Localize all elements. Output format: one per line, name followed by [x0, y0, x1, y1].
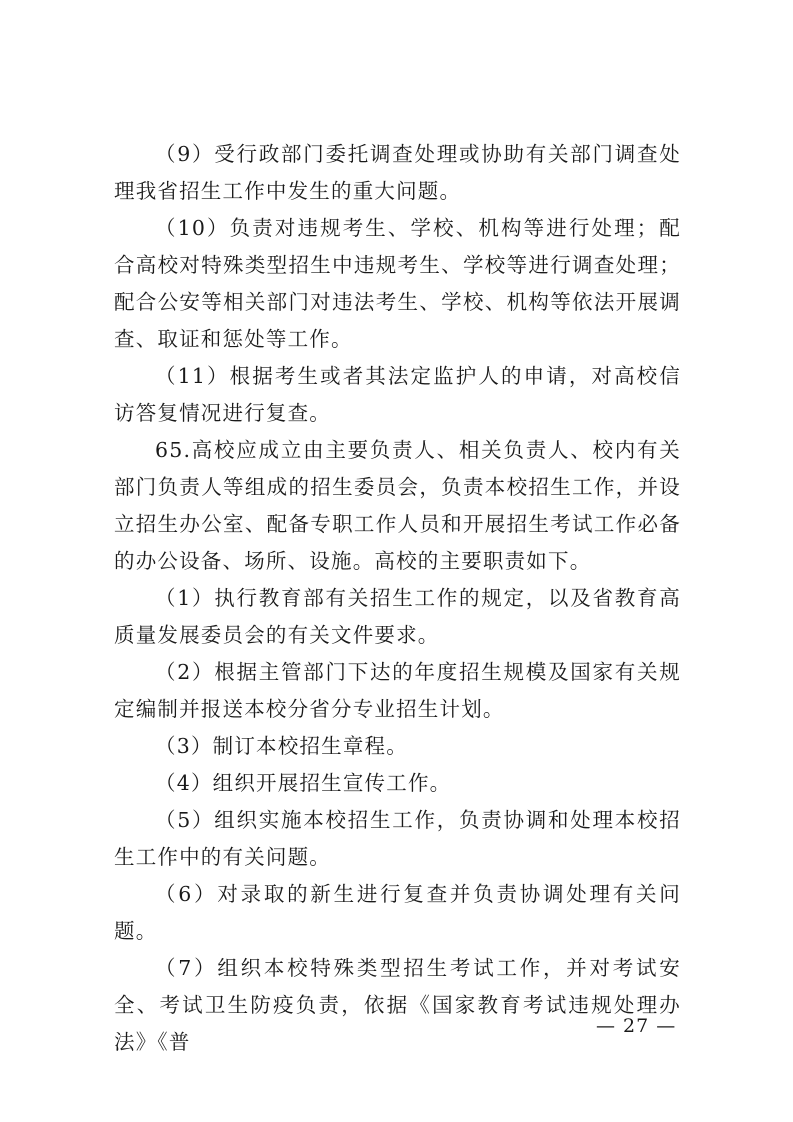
paragraph-item-10: （10）负责对违规考生、学校、机构等进行处理；配合高校对特殊类型招生中违规考生、学校等进行调查处理；配合公安等相关部门对违法考生、学校、机构等依法开展调查、取证和惩处等工作。 — [114, 216, 681, 351]
paragraph-duty-1: （1）执行教育部有关招生工作的规定，以及省教育高质量发展委员会的有关文件要求。 — [114, 586, 681, 647]
paragraph-duty-5: （5）组织实施本校招生工作，负责协调和处理本校招生工作中的有关问题。 — [114, 808, 681, 869]
paragraph-item-9: （9）受行政部门委托调查处理或协助有关部门调查处理我省招生工作中发生的重大问题。 — [114, 142, 681, 203]
document-body — [114, 136, 681, 1061]
paragraph-duty-4: （4）组织开展招生宣传工作。 — [155, 771, 452, 795]
paragraph-duty-2: （2）根据主管部门下达的年度招生规模及国家有关规定编制并报送本校分省分专业招生计划。 — [114, 660, 681, 721]
paragraph-duty-3: （3）制订本校招生章程。 — [155, 734, 408, 758]
paragraph-article-65: 65.高校应成立由主要负责人、相关负责人、校内有关部门负责人等组成的招生委员会，负责本校招生工作，并设立招生办公室、配备专职工作人员和开展招生考试工作必备的办公设备、场所、设施。高校的主要职责如下。 — [114, 438, 681, 573]
page-number: — 27 — — [596, 1015, 677, 1037]
paragraph-item-11: （11）根据考生或者其法定监护人的申请，对高校信访答复情况进行复查。 — [114, 364, 681, 425]
paragraph-duty-7: （7）组织本校特殊类型招生考试工作，并对考试安全、考试卫生防疫负责，依据《国家教育考试违规处理办法》《普 — [114, 956, 681, 1054]
paragraph-duty-6: （6）对录取的新生进行复查并负责协调处理有关问题。 — [114, 882, 681, 943]
